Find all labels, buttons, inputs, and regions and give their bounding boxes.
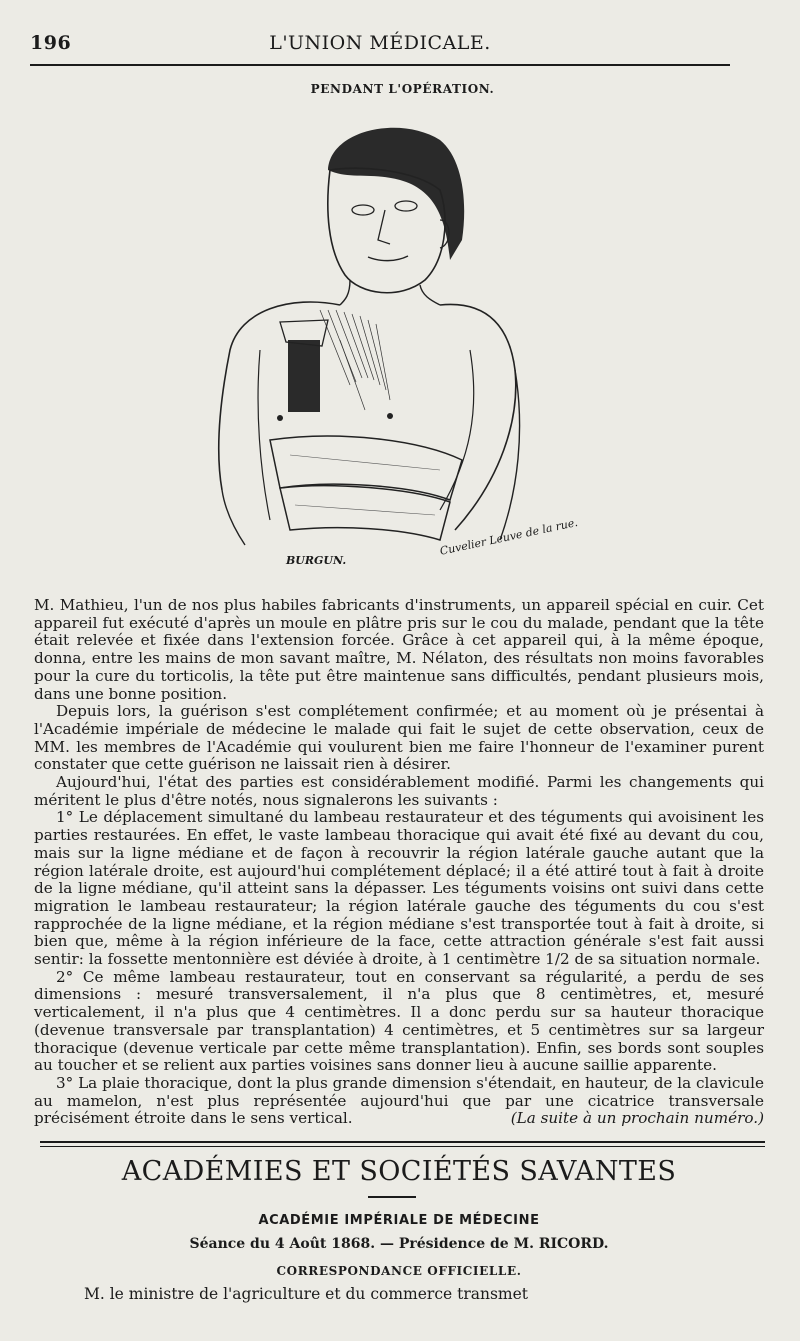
page-header: [30, 30, 730, 62]
patient-illustration: [200, 110, 560, 590]
section-divider: [40, 1141, 765, 1147]
section-first-line: M. le ministre de l'agriculture et du commerce transmet: [84, 1285, 529, 1303]
paragraph-text: 3° La plaie thoracique, dont la plus grande dimension s'étendait, en hauteur, de la clavicule au mamelon, n'est plus représentée aujourd'hui que par une cicatrice transversale précisément étroite dans le sens vertical.: [34, 1073, 764, 1128]
section-title: ACADÉMIES ET SOCIÉTÉS SAVANTES: [121, 1156, 677, 1187]
paragraph: 2° Ce même lambeau restaurateur, tout en conservant sa régularité, a perdu de ses dimensions : mesuré transversalement, il n'a plus que 8 centimètres, et, mesuré verticalement, il n'a plus que 4 centimètres. Il a donc perdu sur sa hauteur thoracique (devenue transversale par transplantation) 4 centimètres, et 5 centimètres sur sa largeur thoracique (devenue verticale par cette même transplantation). Enfin, ses bords sont souples au toucher et se relient aux parties voisines sans donner lieu à aucune saillie apparente.: [34, 967, 764, 1075]
page-number: 196: [30, 32, 72, 54]
paragraph: M. Mathieu, l'un de nos plus habiles fabricants d'instruments, un appareil spécial en cuir. Cet appareil fut exécuté d'après un moule en plâtre pris sur le cou du malade, pendant que la tête était relevée et fixée dans l'extension forcée. Grâce à cet appareil qui, à la même époque, donna, entre les mains de mon savant maître, M. Nélaton, des résultats non moins favorables pour la cure du torticolis, la tête put être maintenue sans difficultés, pendant plusieurs mois, dans une bonne position.: [34, 596, 764, 703]
engraver-signature: BURGUN.: [286, 554, 347, 567]
continuation-note: (La suite à un prochain numéro.): [510, 1109, 764, 1128]
paragraph: Aujourd'hui, l'état des parties est considérablement modifié. Parmi les changements qui méritent le plus d'être notés, nous signalerons les suivants :: [34, 773, 764, 809]
paragraph: Depuis lors, la guérison s'est complétement confirmée; et au moment où je présentai à l'Académie impériale de médecine le malade qui fait le sujet de cette observation, ceux de MM. les membres de l'Académie qui voulurent bien me faire l'honneur de l'examiner purent constater que cette guérison ne laissait rien à désirer.: [34, 702, 764, 774]
session-line: Séance du 4 Août 1868. — Présidence de M. RICORD.: [189, 1236, 609, 1252]
correspondence-heading: CORRESPONDANCE OFFICIELLE.: [276, 1264, 522, 1278]
draftsman-signature: Cuvelier Leuve de la rue.: [438, 515, 579, 558]
short-divider: [368, 1196, 416, 1198]
header-rule: [30, 64, 730, 66]
figure-caption: PENDANT L'OPÉRATION.: [310, 82, 495, 96]
journal-title: L'UNION MÉDICALE.: [269, 32, 491, 54]
paragraph: [34, 1075, 764, 1128]
academy-name: ACADÉMIE IMPÉRIALE DE MÉDECINE: [258, 1213, 540, 1228]
paragraph: 1° Le déplacement simultané du lambeau restaurateur et des téguments qui avoisinent les parties restaurées. En effet, le vaste lambeau thoracique qui avait été fixé au devant du cou, mais sur la ligne médiane et de façon à recouvrir la région latérale gauche autant que la région latérale droite, est aujourd'hui complétement déplacé; il a été attiré tout à fait à droite de la ligne médiane, qu'il atteint sans la dépasser. Les téguments voisins ont suivi dans cette migration le lambeau restaurateur; la région latérale gauche des téguments du cou s'est rapprochée de la ligne médiane, et la région médiane s'est transportée tout à fait à droite, si bien que, même à la région inférieure de la face, cette attraction générale s'est fait aussi sentir: la fossette mentonnière est déviée à droite, à 1 centimètre 1/2 de sa situation normale.: [34, 808, 764, 969]
article-body: [34, 597, 764, 1128]
